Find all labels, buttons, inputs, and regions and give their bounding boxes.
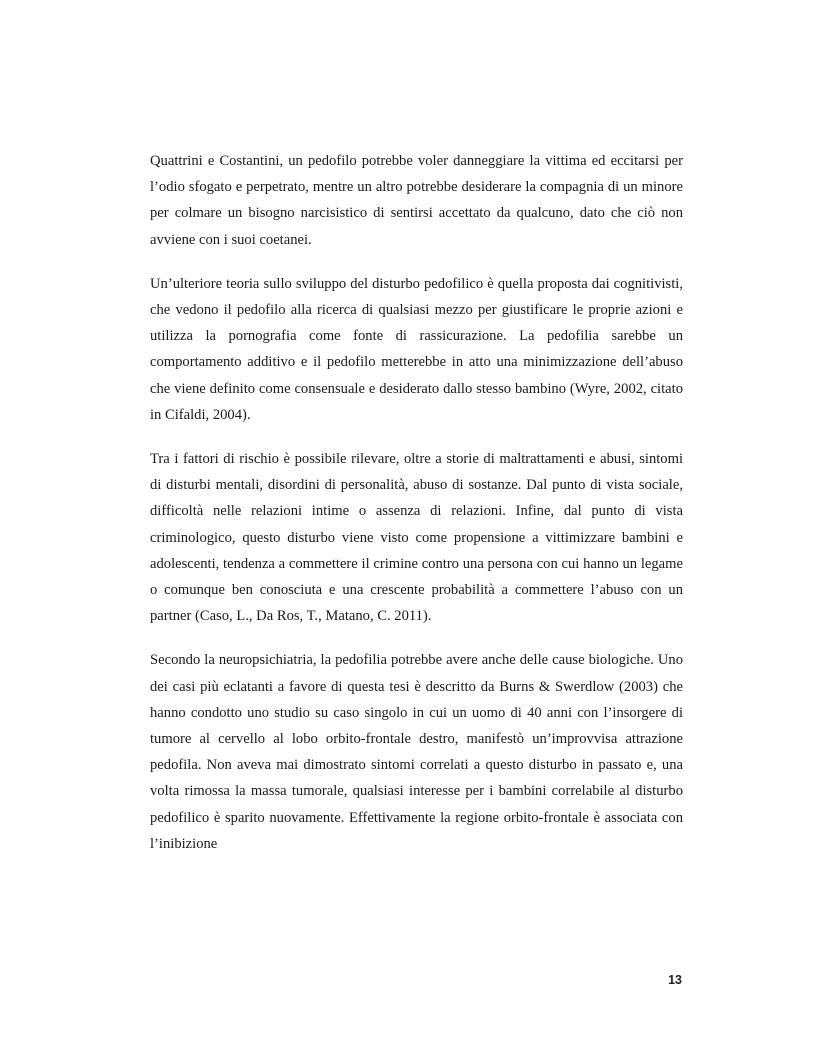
page-number: 13: [668, 973, 682, 987]
paragraph-4: Secondo la neuropsichiatria, la pedofilia potrebbe avere anche delle cause biologiche. Uno dei casi più eclatanti a favore di questa tesi è descritto da Burns & Swerdlow (2003) che hanno condotto uno studio su caso singolo in cui un uomo di 40 anni con l’insorgere di tumore al cervello al lobo orbito-frontale destro, manifestò un’improvvisa attrazione pedofila. Non aveva mai dimostrato sintomi correlati a questo disturbo in passato e, una volta rimossa la massa tumorale, qualsiasi interesse per i bambini correlabile al disturbo pedofilico è sparito nuovamente. Effettivamente la regione orbito-frontale è associata con l’inibizione: [150, 652, 683, 852]
paragraph-2: Un’ulteriore teoria sullo sviluppo del disturbo pedofilico è quella proposta dai cognitivisti, che vedono il pedofilo alla ricerca di qualsiasi mezzo per giustificare le proprie azioni e utilizza la pornografia come fonte di rassicurazione. La pedofilia sarebbe un comportamento additivo e il pedofilo metterebbe in atto una minimizzazione dell’abuso che viene definito come consensuale e desiderato dallo stesso bambino (Wyre, 2002, citato in Cifaldi, 2004).: [150, 275, 683, 423]
paragraph-3: Tra i fattori di rischio è possibile rilevare, oltre a storie di maltrattamenti e abusi, sintomi di disturbi mentali, disordini di personalità, abuso di sostanze. Dal punto di vista sociale, difficoltà nelle relazioni intime o assenza di relazioni. Infine, dal punto di vista criminologico, questo disturbo viene visto come propensione a vittimizzare bambini e adolescenti, tendenza a commettere il crimine contro una persona con cui hanno un legame o comunque ben conosciuta e una crescente probabilità a commettere l’abuso con un partner (Caso, L., Da Ros, T., Matano, C. 2011).: [150, 451, 683, 625]
paragraph-1: Quattrini e Costantini, un pedofilo potrebbe voler danneggiare la vittima ed eccitarsi per l’odio sfogato e perpetrato, mentre un altro potrebbe desiderare la compagnia di un minore per colmare un bisogno narcisistico di sentirsi accettato da qualcuno, dato che ciò non avviene con i suoi coetanei.: [150, 153, 683, 248]
body-text: [150, 148, 683, 875]
